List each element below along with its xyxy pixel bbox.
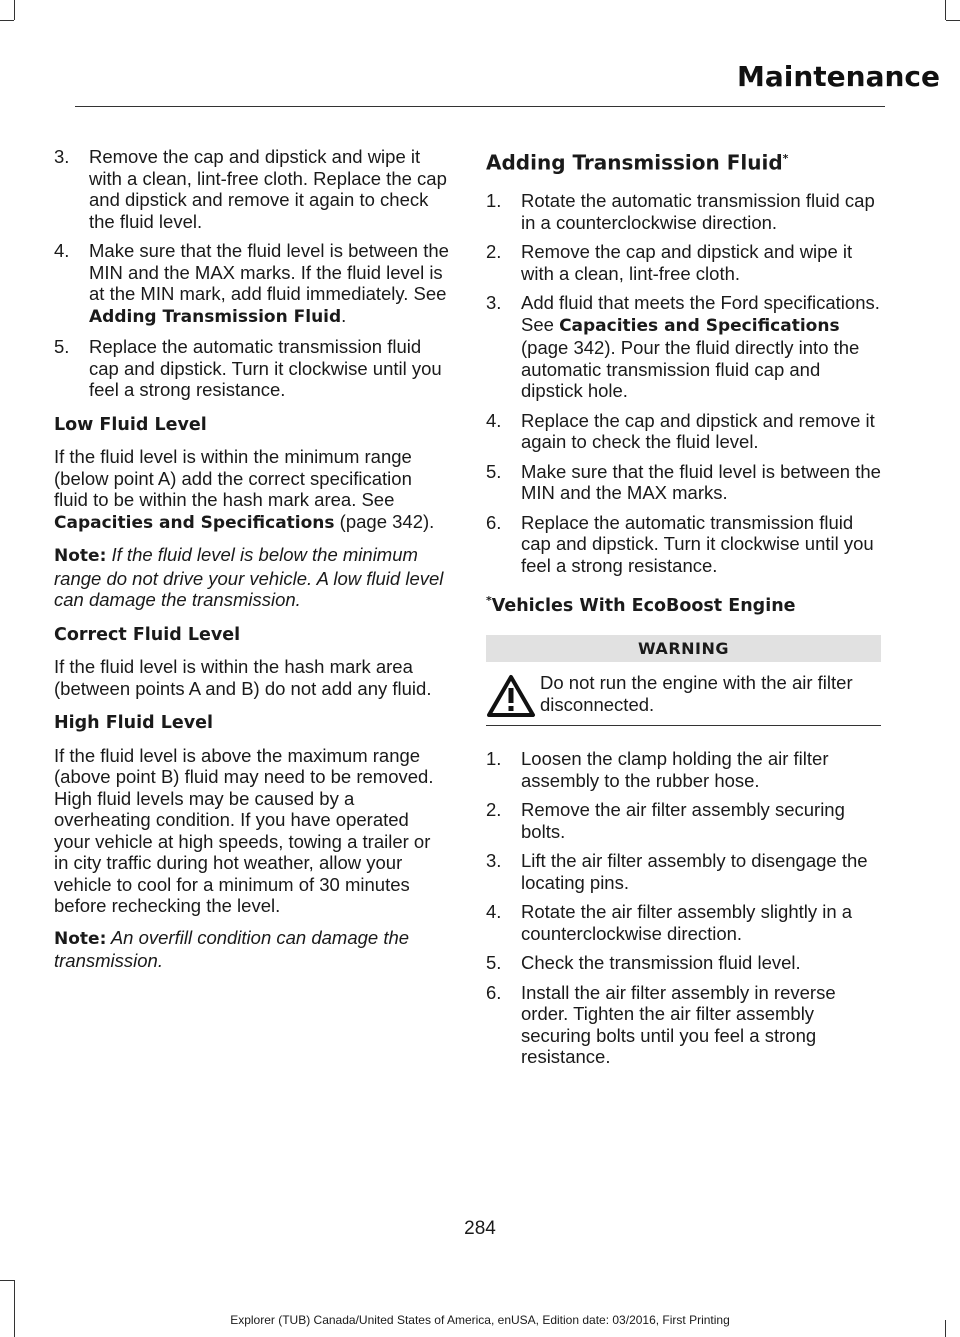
ecoboost-heading: *Vehicles With EcoBoost Engine <box>486 594 796 616</box>
list-item: 1. Loosen the clamp holding the air filter assembly to the rubber hose. <box>486 748 829 791</box>
crop-mark <box>946 20 960 21</box>
list-item: 2. Remove the air filter assembly securing bolts. <box>486 799 845 842</box>
page-title: Maintenance <box>736 60 940 93</box>
left-column <box>54 146 449 982</box>
warning-triangle-icon <box>486 674 536 718</box>
high-fluid-note: Note: An overfill condition can damage the transmission. <box>54 926 410 971</box>
high-fluid-paragraph: If the fluid level is above the maximum range (above point B) fluid may need to be removed. High fluid levels may be caused by a overheating condition. If you have operated your vehicle at high speeds, towing a trailer or in city traffic during hot weather, allow your vehicle to cool for a minimum of 30 minutes before rechecking the level. <box>54 744 434 916</box>
header-divider <box>75 106 885 107</box>
list-item: 4. Make sure that the fluid level is between the MIN and the MAX marks. If the fluid level is at the MIN mark, add fluid immediately. See Adding Transmission Fluid. <box>54 240 449 327</box>
list-item: 4. Rotate the air filter assembly slightly in a counterclockwise direction. <box>486 901 853 944</box>
low-fluid-note: Note: If the fluid level is below the minimum range do not drive your vehicle. A low fluid level can damage the transmission. <box>54 544 444 610</box>
list-item: 3. Lift the air filter assembly to disengage the locating pins. <box>486 850 868 893</box>
list-item: 5. Check the transmission fluid level. <box>486 952 801 974</box>
page-number: 284 <box>464 1218 496 1239</box>
crop-mark <box>0 20 14 21</box>
list-item: 1. Rotate the automatic transmission fluid cap in a counterclockwise direction. <box>486 190 875 233</box>
low-fluid-heading: Low Fluid Level <box>54 414 207 435</box>
procedure-steps <box>54 146 449 401</box>
list-item: 6. Install the air filter assembly in reverse order. Tighten the air filter assembly securing bolts until you feel a strong resistance. <box>486 981 836 1068</box>
warning-body <box>486 662 881 726</box>
footer-text: Explorer (TUB) Canada/United States of America, enUSA, Edition date: 03/2016, First Printing <box>230 1313 730 1327</box>
list-item: 5. Make sure that the fluid level is between the MIN and the MAX marks. <box>486 460 881 504</box>
low-fluid-paragraph: If the fluid level is within the minimum range (below point A) add the correct specification fluid to be within the hash mark area. See Capacities and Specifications (page 342). <box>54 446 435 533</box>
crop-mark <box>945 0 946 20</box>
cross-reference-link[interactable]: Adding Transmission Fluid <box>89 306 342 327</box>
right-column <box>486 146 881 1076</box>
correct-fluid-heading: Correct Fluid Level <box>54 624 241 645</box>
crop-mark <box>14 1280 15 1337</box>
list-item: 2. Remove the cap and dipstick and wipe it with a clean, lint-free cloth. <box>486 241 853 284</box>
cross-reference-link[interactable]: Capacities and Specifications <box>559 315 840 336</box>
ecoboost-steps <box>486 748 881 1068</box>
adding-fluid-steps <box>486 190 881 576</box>
list-item: 5. Replace the automatic transmission fluid cap and dipstick. Turn it clockwise until you feel a strong resistance. <box>54 336 442 400</box>
list-item: 3. Add fluid that meets the Ford specifications. See Capacities and Specifications (page 342). Pour the fluid directly into the automatic transmission fluid cap and dipstick hole. <box>486 292 880 402</box>
crop-mark <box>14 0 15 20</box>
section-title: Adding Transmission Fluid* <box>486 150 789 175</box>
high-fluid-heading: High Fluid Level <box>54 713 214 733</box>
warning-text: Do not run the engine with the air filter disconnected. <box>540 672 853 715</box>
list-item: 3. Remove the cap and dipstick and wipe it with a clean, lint-free cloth. Replace the cap and dipstick and remove it again to check the fluid level. <box>54 146 447 232</box>
warning-label: WARNING <box>486 635 881 662</box>
list-item: 6. Replace the automatic transmission fluid cap and dipstick. Turn it clockwise until you feel a strong resistance. <box>486 511 874 576</box>
cross-reference-link[interactable]: Capacities and Specifications <box>54 512 335 533</box>
crop-mark <box>0 1280 14 1281</box>
warning-box <box>486 635 881 726</box>
correct-fluid-paragraph: If the fluid level is within the hash mark area (between points A and B) do not add any fluid. <box>54 656 432 699</box>
list-item: 4. Replace the cap and dipstick and remove it again to check the fluid level. <box>486 409 875 453</box>
